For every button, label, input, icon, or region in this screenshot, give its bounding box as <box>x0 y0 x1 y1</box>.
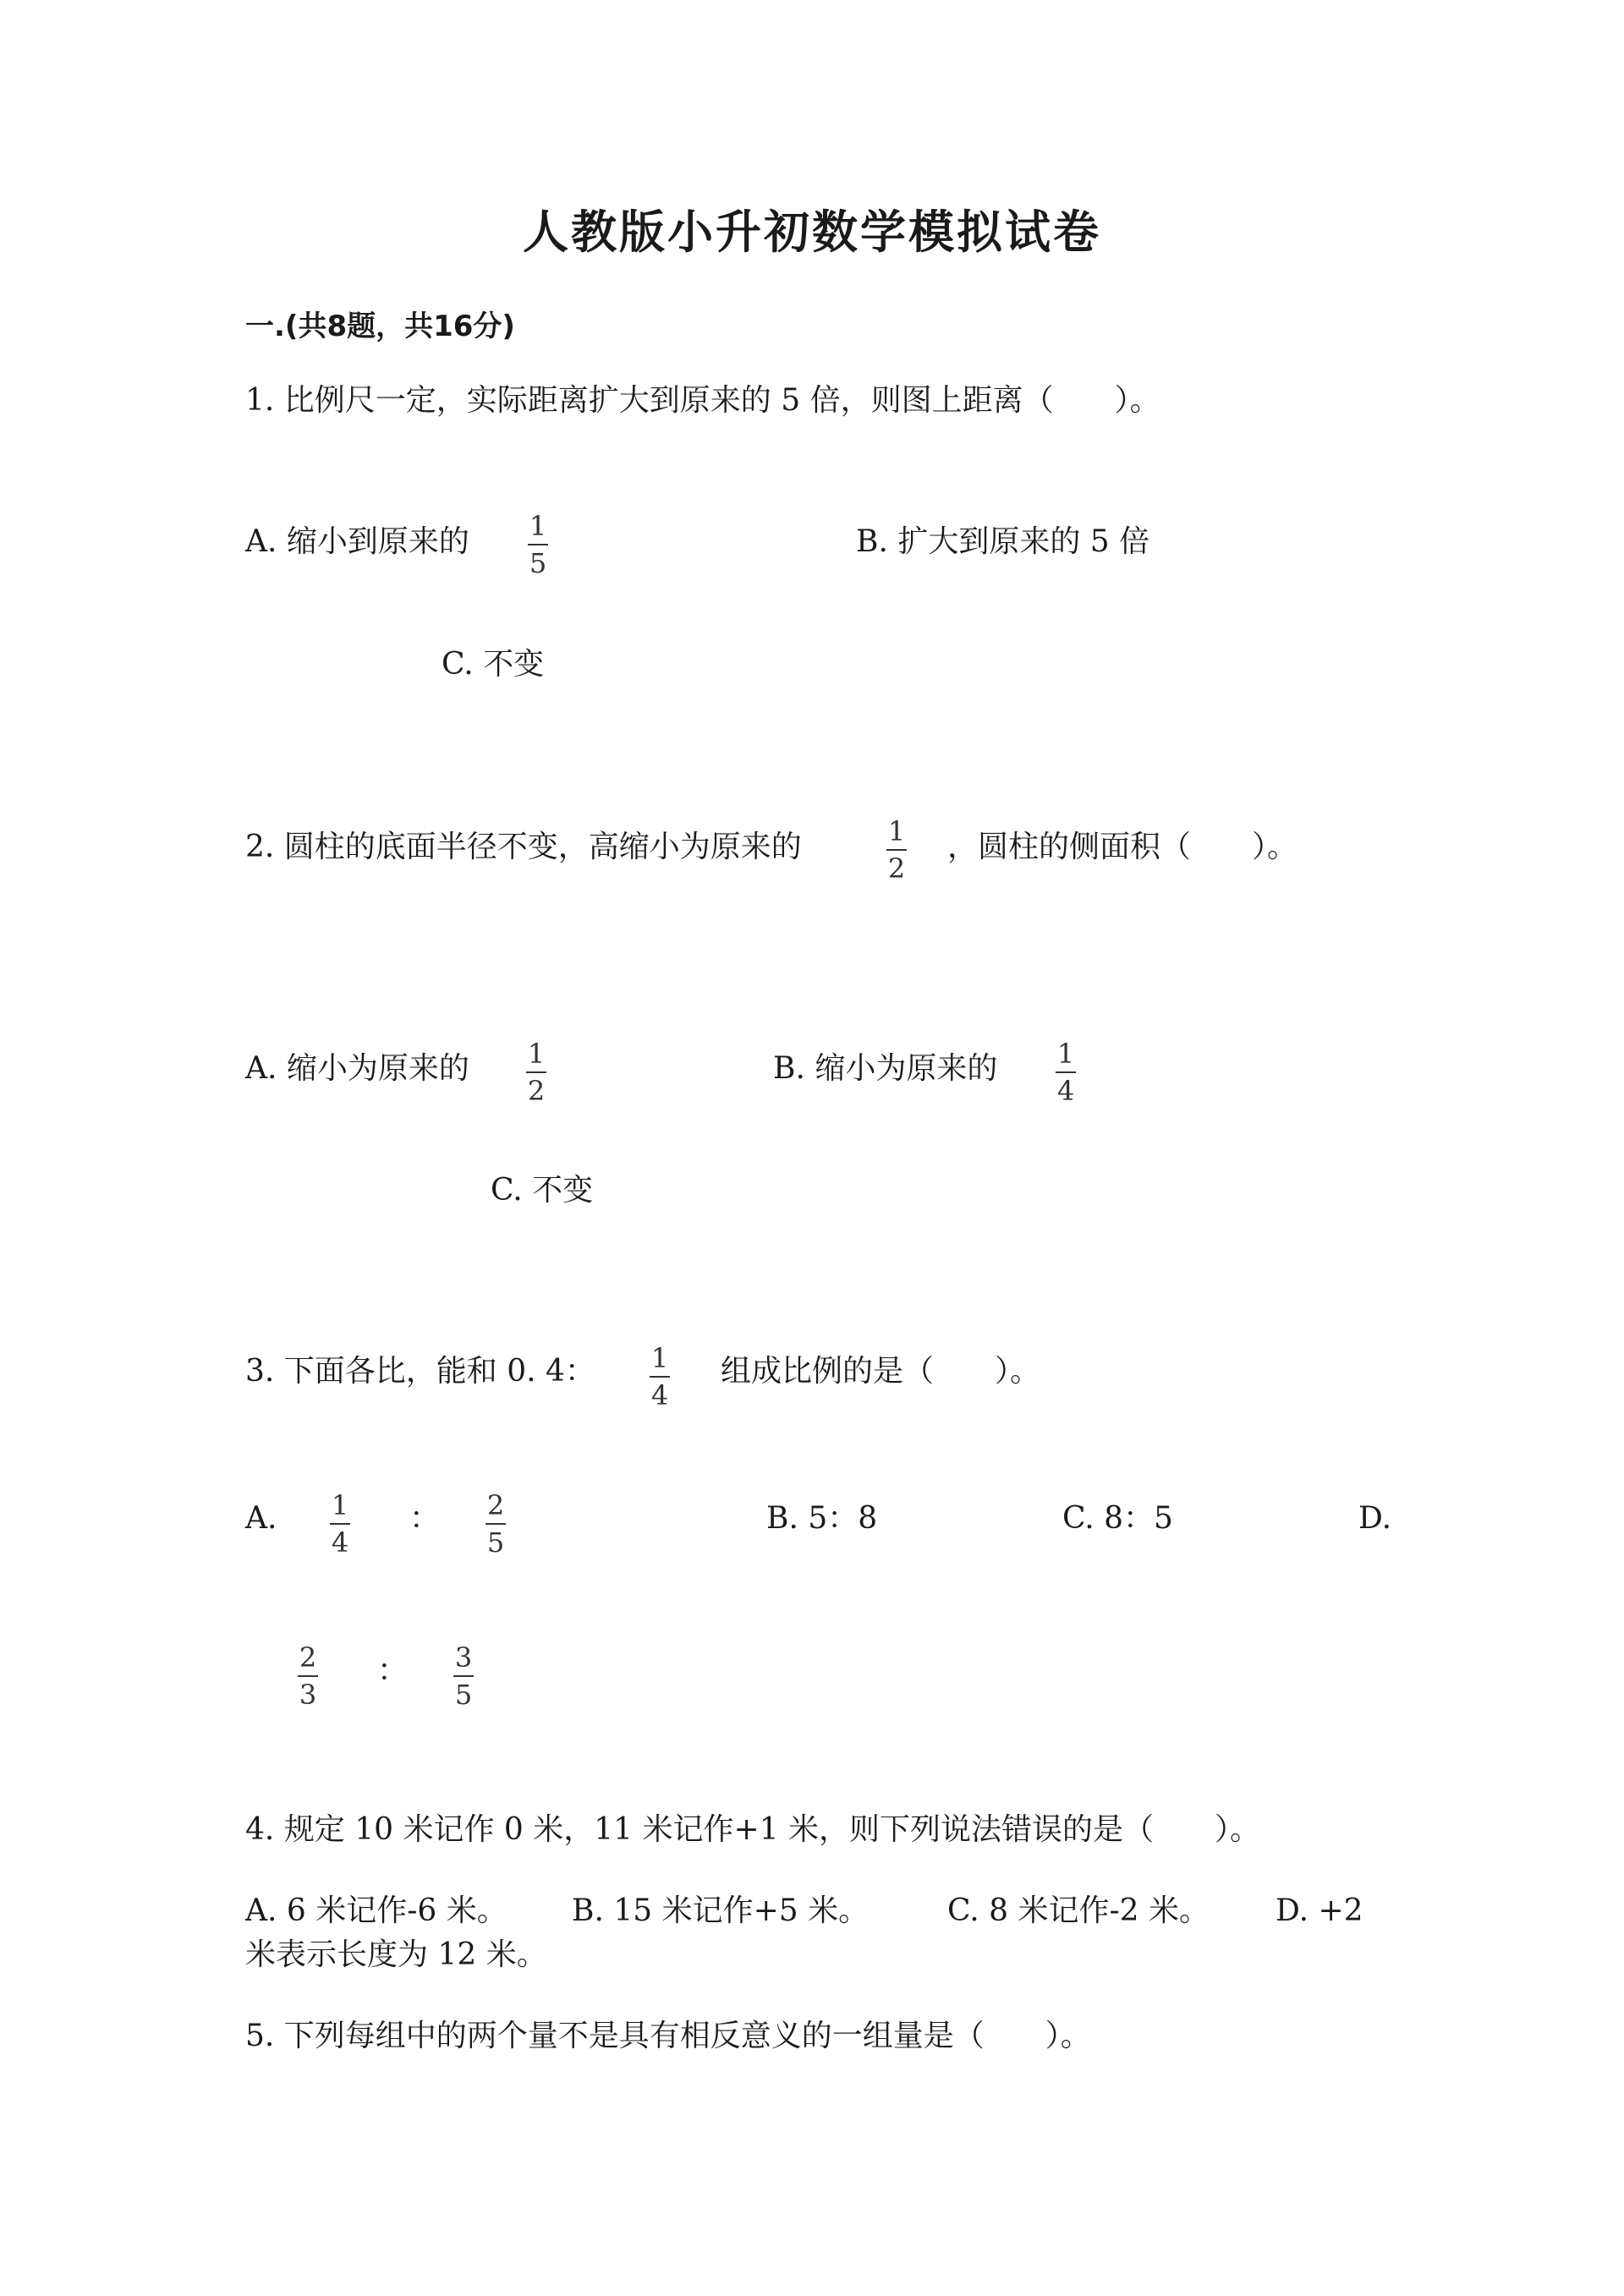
fraction-numerator: 1 <box>331 1489 349 1521</box>
q2-option-b-label: B. 缩小为原来的 <box>773 1051 998 1086</box>
fraction-bar <box>453 1675 474 1677</box>
q4-option-b: B. 15 米记作+5 米。 <box>572 1893 870 1928</box>
q4-option-d-line2: 米表示长度为 12 米。 <box>245 1937 547 1972</box>
fraction-denominator: 3 <box>299 1679 317 1711</box>
fraction-bar <box>330 1523 350 1525</box>
q2-stem-fraction <box>880 816 914 884</box>
section-header: 一.(共8题，共16分) <box>245 310 515 343</box>
q3-option-d-colon: ： <box>377 1653 409 1688</box>
q3-option-b: B. 5：8 <box>766 1501 878 1536</box>
fraction-numerator: 1 <box>527 1038 546 1070</box>
q3-stem-fraction <box>643 1343 677 1411</box>
fraction-denominator: 4 <box>650 1379 669 1411</box>
question-2-stem-prefix: 2. 圆柱的底面半径不变，高缩小为原来的 <box>245 830 802 864</box>
fraction-numerator: 1 <box>650 1342 669 1374</box>
q3-option-a-fraction-2 <box>479 1490 513 1558</box>
fraction-numerator: 1 <box>1056 1038 1075 1070</box>
question-3-stem-prefix: 3. 下面各比，能和 0. 4： <box>245 1354 595 1389</box>
q2-option-a-label: A. 缩小为原来的 <box>245 1051 469 1086</box>
q1-option-a-label: A. 缩小到原来的 <box>245 524 469 559</box>
fraction-bar <box>650 1376 670 1378</box>
fraction-bar <box>528 544 548 545</box>
q2-option-b-fraction <box>1049 1038 1083 1106</box>
q2-option-a-fraction <box>519 1038 553 1106</box>
q1-option-a-fraction <box>521 511 555 578</box>
fraction-numerator: 1 <box>529 510 547 542</box>
fraction-bar <box>1056 1071 1076 1073</box>
question-4-stem: 4. 规定 10 米记作 0 米，11 米记作+1 米，则下列说法错误的是（ ）。 <box>245 1812 1261 1847</box>
q3-option-c: C. 8：5 <box>1062 1501 1173 1536</box>
question-5-stem: 5. 下列每组中的两个量不是具有相反意义的一组量是（ ）。 <box>245 2019 1091 2053</box>
q3-option-a-label: A. <box>245 1501 277 1536</box>
fraction-numerator: 2 <box>299 1641 317 1674</box>
fraction-bar <box>886 849 907 851</box>
q2-option-c: C. 不变 <box>491 1173 594 1208</box>
fraction-numerator: 2 <box>486 1489 505 1521</box>
fraction-bar <box>526 1071 546 1073</box>
q4-option-a: A. 6 米记作-6 米。 <box>245 1893 508 1928</box>
question-3-stem-suffix: 组成比例的是（ ）。 <box>721 1354 1041 1389</box>
q3-option-a-colon: ： <box>409 1501 441 1536</box>
fraction-denominator: 5 <box>529 547 547 579</box>
q3-option-a-fraction-1 <box>323 1490 357 1558</box>
q3-option-d-fraction-1 <box>291 1642 325 1710</box>
q4-option-c: C. 8 米记作-2 米。 <box>947 1893 1210 1928</box>
fraction-denominator: 4 <box>331 1526 349 1559</box>
fraction-denominator: 2 <box>887 852 906 885</box>
q3-option-d-fraction-2 <box>447 1642 480 1710</box>
q1-option-b: B. 扩大到原来的 5 倍 <box>856 524 1150 559</box>
q4-option-d-line1: D. +2 <box>1276 1893 1363 1928</box>
page-title: 人教版小升初数学模拟试卷 <box>523 205 1101 259</box>
fraction-denominator: 5 <box>454 1679 473 1711</box>
fraction-numerator: 3 <box>454 1641 473 1674</box>
question-2-stem-suffix: ，圆柱的侧面积（ ）。 <box>947 830 1298 864</box>
fraction-denominator: 4 <box>1056 1075 1075 1107</box>
q1-option-c: C. 不变 <box>442 647 545 682</box>
fraction-bar <box>486 1523 506 1525</box>
fraction-denominator: 2 <box>527 1075 546 1107</box>
fraction-numerator: 1 <box>887 815 906 847</box>
q3-option-d-label: D. <box>1358 1501 1392 1536</box>
fraction-denominator: 5 <box>486 1526 505 1559</box>
question-1-stem: 1. 比例尺一定，实际距离扩大到原来的 5 倍，则图上距离（ ）。 <box>245 383 1160 418</box>
fraction-bar <box>298 1675 318 1677</box>
